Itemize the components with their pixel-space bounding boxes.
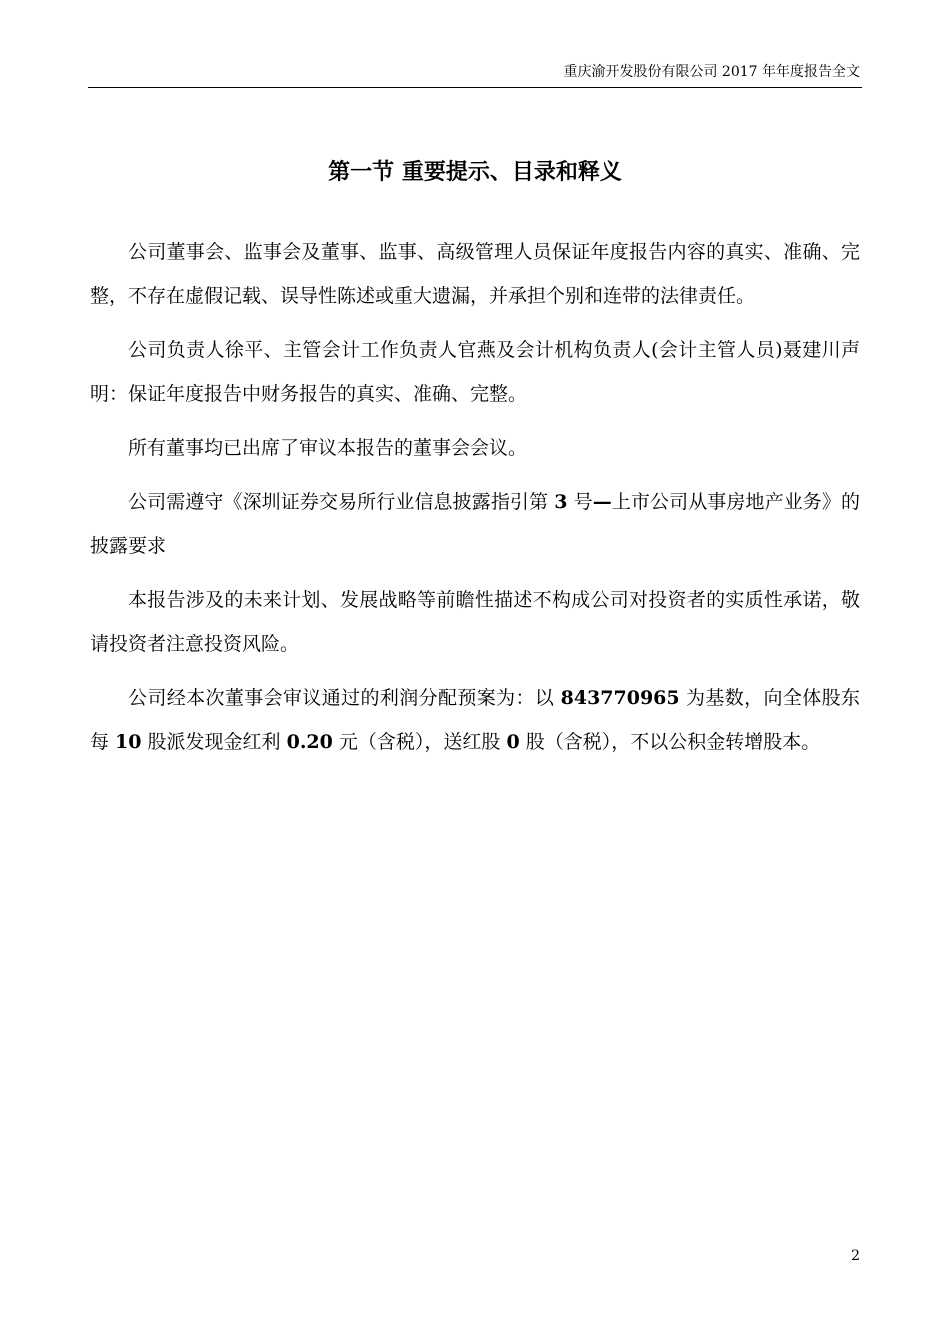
cash-dividend-amount: 0.20	[286, 731, 333, 753]
guideline-text-before: 公司需遵守《深圳证券交易所行业信息披露指引第	[128, 491, 555, 513]
document-body	[90, 230, 860, 774]
running-header: 重庆渝开发股份有限公司 2017 年年度报告全文	[563, 64, 860, 80]
guideline-dash: —	[592, 491, 612, 513]
header-divider	[88, 87, 862, 88]
plan-text-1: 公司经本次董事会审议通过的利润分配预案为：以	[128, 687, 561, 709]
profit-distribution-plan	[90, 676, 860, 764]
page-number: 2	[851, 1248, 860, 1264]
plan-text-4: 元（含税），送红股	[332, 731, 507, 753]
plan-text-3: 股派发现金红利	[141, 731, 287, 753]
disclosure-guideline-statement	[90, 480, 860, 568]
guideline-text-after: 上市公司从事房地产业务》的披露要求	[90, 491, 860, 557]
plan-text-2: 为基数，向全体股东每	[90, 687, 861, 753]
board-attendance-statement: 所有董事均已出席了审议本报告的董事会会议。	[128, 437, 528, 459]
per-share-count: 10	[115, 731, 142, 753]
forward-looking-risk-statement: 本报告涉及的未来计划、发展战略等前瞻性描述不构成公司对投资者的实质性承诺，敬请投资者注意投资风险。	[90, 589, 860, 655]
financial-report-declaration: 公司负责人徐平、主管会计工作负责人官燕及会计机构负责人(会计主管人员)聂建川声明：保证年度报告中财务报告的真实、准确、完整。	[90, 339, 860, 405]
base-share-count: 843770965	[560, 687, 680, 709]
bonus-share-count: 0	[506, 731, 520, 753]
section-title: 第一节 重要提示、目录和释义	[328, 159, 622, 185]
responsibility-statement: 公司董事会、监事会及董事、监事、高级管理人员保证年度报告内容的真实、准确、完整，不存在虚假记载、误导性陈述或重大遗漏，并承担个别和连带的法律责任。	[90, 241, 860, 307]
guideline-text-middle: 号	[567, 491, 593, 513]
guideline-number: 3	[554, 491, 568, 513]
plan-text-5: 股（含税），不以公积金转增股本。	[519, 731, 821, 753]
